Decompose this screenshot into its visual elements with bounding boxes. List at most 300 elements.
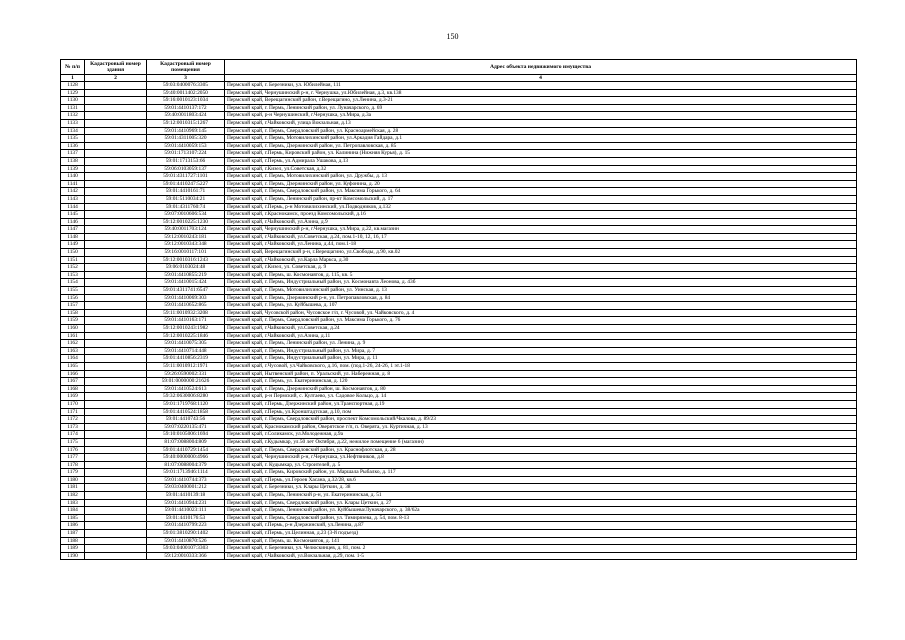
room-cadastral-number: 59:03:0400001:212 bbox=[147, 484, 225, 492]
building-cadastral-number bbox=[85, 400, 147, 408]
table-row bbox=[61, 362, 857, 370]
building-cadastral-number bbox=[85, 545, 147, 553]
building-cadastral-number bbox=[85, 150, 147, 158]
address: Пермский край, р-н Чернушинский, г.Чернушка, ул.Мира, д.3а bbox=[225, 112, 857, 120]
building-cadastral-number bbox=[85, 249, 147, 257]
building-cadastral-number bbox=[85, 233, 147, 241]
building-cadastral-number bbox=[85, 514, 147, 522]
address: Пермский край, г. Пермь, Свердловский район, ул. Тимирязева, д. 54, пом. 8-13 bbox=[225, 514, 857, 522]
building-cadastral-number bbox=[85, 112, 147, 120]
table-row bbox=[61, 537, 857, 545]
address: Пермский край, г.Чайковский, ул.Ленина, д.44, пом.1-18 bbox=[225, 241, 857, 249]
row-index: 1156 bbox=[61, 294, 85, 302]
address: Пермский край, г.Чайковский, ул.Азина, д.9 bbox=[225, 218, 857, 226]
address: Пермский край, Верещагинский район, г.Верещагино, ул.Ленина, д.3-21 bbox=[225, 97, 857, 105]
table-row bbox=[61, 135, 857, 143]
address: Пермский край, г.Пермь, р-н Мотовилихинский, ул.Подводников, д.132 bbox=[225, 203, 857, 211]
address: Пермский край, г. Пермь, ш. Космонавтов, д. 141 bbox=[225, 537, 857, 545]
building-cadastral-number bbox=[85, 416, 147, 424]
address: Пермский край, г. Пермь, Свердловский район, ул. Краснофлотская, д. 28 bbox=[225, 446, 857, 454]
address: Пермский край, г.Чайковский, ул.Вокзальная, д.29, пом. 1-5 bbox=[225, 552, 857, 560]
table-row bbox=[61, 157, 857, 165]
table-row bbox=[61, 112, 857, 120]
table-row bbox=[61, 545, 857, 553]
room-cadastral-number: 59:12:0010333:366 bbox=[147, 552, 225, 560]
header-index: № п/п bbox=[61, 60, 85, 75]
address: Пермский край, г. Пермь, Ленинский район, ул. Луначарского, д. 69 bbox=[225, 104, 857, 112]
column-number: 2 bbox=[85, 75, 147, 82]
table-row bbox=[61, 370, 857, 378]
row-index: 1147 bbox=[61, 226, 85, 234]
building-cadastral-number bbox=[85, 484, 147, 492]
address: Пермский край, г. Пермь, ул. Куйбышева, д. 107 bbox=[225, 302, 857, 310]
address: Пермский край, г.Краснокамск, проезд Комсомольский, д.16 bbox=[225, 211, 857, 219]
header-building-cadastral: Кадастровый номер здания bbox=[85, 60, 147, 75]
row-index: 1183 bbox=[61, 499, 85, 507]
address: Пермский край, г.Чайковский, ул.Карла Маркса, д.30 bbox=[225, 256, 857, 264]
row-index: 1176 bbox=[61, 446, 85, 454]
room-cadastral-number: 59:01:4410015:424 bbox=[147, 279, 225, 287]
column-numbers-row bbox=[61, 75, 857, 82]
room-cadastral-number: 59:01:4410652:865 bbox=[147, 302, 225, 310]
row-index: 1150 bbox=[61, 249, 85, 257]
room-cadastral-number: 59:12:0010316:1243 bbox=[147, 256, 225, 264]
table-row bbox=[61, 287, 857, 295]
table-row bbox=[61, 233, 857, 241]
room-cadastral-number: 59:40:0011402:2050 bbox=[147, 89, 225, 97]
room-cadastral-number: 59:01:4311741:6547 bbox=[147, 287, 225, 295]
table-row bbox=[61, 476, 857, 484]
address: Пермский край, г. Пермь, ул. Екатерининская, д. 120 bbox=[225, 378, 857, 386]
building-cadastral-number bbox=[85, 340, 147, 348]
row-index: 1162 bbox=[61, 340, 85, 348]
table-row bbox=[61, 82, 857, 90]
row-index: 1169 bbox=[61, 393, 85, 401]
column-number: 4 bbox=[225, 75, 857, 82]
address: Пермский край, Чусовской район, Чусовское г/п, г. Чусовой, ул. Чайковского, д. 4 bbox=[225, 309, 857, 317]
room-cadastral-number: 59:12:0010343:348 bbox=[147, 241, 225, 249]
room-cadastral-number: 59:01:1713107:224 bbox=[147, 150, 225, 158]
row-index: 1151 bbox=[61, 256, 85, 264]
room-cadastral-number: 59:01:3810290:1402 bbox=[147, 530, 225, 538]
row-index: 1129 bbox=[61, 89, 85, 97]
table-row bbox=[61, 119, 857, 127]
building-cadastral-number bbox=[85, 385, 147, 393]
room-cadastral-number: 59:03:0400107:3303 bbox=[147, 545, 225, 553]
row-index: 1185 bbox=[61, 514, 85, 522]
building-cadastral-number bbox=[85, 522, 147, 530]
address: Пермский край, р-н Пермский, с. Култаево, ул. Садовое Кольцо, д. 14 bbox=[225, 393, 857, 401]
room-cadastral-number: 59:26:0590002:331 bbox=[147, 370, 225, 378]
row-index: 1168 bbox=[61, 385, 85, 393]
address: Пермский край, г.Чайковский, улица Вокзальная, д.13 bbox=[225, 119, 857, 127]
property-registry-table bbox=[60, 59, 857, 560]
row-index: 1189 bbox=[61, 545, 85, 553]
building-cadastral-number bbox=[85, 241, 147, 249]
room-cadastral-number: 59:01:4410161:71 bbox=[147, 188, 225, 196]
address: Пермский край, г.Пермь, Дзержинский район, ул.Транспортная, д.19 bbox=[225, 400, 857, 408]
table-row bbox=[61, 530, 857, 538]
address: Пермский край, г. Пермь, ш. Космонавтов, д. 115, кв. 5 bbox=[225, 271, 857, 279]
row-index: 1139 bbox=[61, 165, 85, 173]
building-cadastral-number bbox=[85, 104, 147, 112]
table-row bbox=[61, 142, 857, 150]
table-row bbox=[61, 165, 857, 173]
building-cadastral-number bbox=[85, 211, 147, 219]
building-cadastral-number bbox=[85, 362, 147, 370]
room-cadastral-number: 59:06:0103059:137 bbox=[147, 165, 225, 173]
table-row bbox=[61, 180, 857, 188]
address: Пермский край, г. Пермь, Свердловский район, ул. Красноармейская, д. 28 bbox=[225, 127, 857, 135]
row-index: 1154 bbox=[61, 279, 85, 287]
building-cadastral-number bbox=[85, 157, 147, 165]
room-cadastral-number: 59:40:0011703:124 bbox=[147, 226, 225, 234]
row-index: 1146 bbox=[61, 218, 85, 226]
row-index: 1161 bbox=[61, 332, 85, 340]
row-index: 1140 bbox=[61, 173, 85, 181]
address: Пермский край, г. Пермь, Мотовилихинский район, ул. Дружбы, д. 13 bbox=[225, 173, 857, 181]
address: Пермский край, г. Пермь, Свердловский район, ул. Клары Цеткин, д. 27 bbox=[225, 499, 857, 507]
table-row bbox=[61, 347, 857, 355]
building-cadastral-number bbox=[85, 317, 147, 325]
row-index: 1179 bbox=[61, 469, 85, 477]
row-index: 1131 bbox=[61, 104, 85, 112]
room-cadastral-number: 59:01:4410729:1454 bbox=[147, 446, 225, 454]
table-row bbox=[61, 438, 857, 446]
table-row bbox=[61, 173, 857, 181]
address: Пермский край, г.Пермь, ул.Целинная, д.23 (3-й подъезд) bbox=[225, 530, 857, 538]
address: Пермский край, г.Пермь, ул.Героев Хасана, д.32/28, кв.6 bbox=[225, 476, 857, 484]
building-cadastral-number bbox=[85, 82, 147, 90]
building-cadastral-number bbox=[85, 302, 147, 310]
building-cadastral-number bbox=[85, 226, 147, 234]
table-row bbox=[61, 492, 857, 500]
address: Пермский край, г. Кудымкар, ул. Строителей, д. 5 bbox=[225, 461, 857, 469]
table-header-row bbox=[61, 60, 857, 75]
table-body bbox=[61, 82, 857, 560]
row-index: 1163 bbox=[61, 347, 85, 355]
building-cadastral-number bbox=[85, 294, 147, 302]
table-row bbox=[61, 264, 857, 272]
room-cadastral-number: 59:12:0010225:1230 bbox=[147, 218, 225, 226]
row-index: 1177 bbox=[61, 454, 85, 462]
building-cadastral-number bbox=[85, 97, 147, 105]
room-cadastral-number: 59:12:0010243:1982 bbox=[147, 325, 225, 333]
table-row bbox=[61, 378, 857, 386]
column-number: 3 bbox=[147, 75, 225, 82]
building-cadastral-number bbox=[85, 119, 147, 127]
room-cadastral-number: 59:03:0400076:3305 bbox=[147, 82, 225, 90]
room-cadastral-number: 59:01:4410163:171 bbox=[147, 317, 225, 325]
page-number: 150 bbox=[446, 32, 459, 41]
row-index: 1145 bbox=[61, 211, 85, 219]
address: Пермский край, г.Кудымкар, ул.50 лет Октября, д.22, нежилое помещение 6 (магазин) bbox=[225, 438, 857, 446]
building-cadastral-number bbox=[85, 218, 147, 226]
table-row bbox=[61, 294, 857, 302]
room-cadastral-number: 59:01:1713153:66 bbox=[147, 157, 225, 165]
room-cadastral-number: 59:16:0010123:1034 bbox=[147, 97, 225, 105]
address: Пермский край, г.Пермь, ул.Кронштадтская, д.10, пом bbox=[225, 408, 857, 416]
address: Пермский край, Чернушинский р-н, г. Чернушка, ул.Юбилейная, д.3, кв.138 bbox=[225, 89, 857, 97]
room-cadastral-number: 59:16:0010117:101 bbox=[147, 249, 225, 257]
address: Пермский край, г. Пермь, Ленинский район, ул. Ленина, д. 9 bbox=[225, 340, 857, 348]
building-cadastral-number bbox=[85, 446, 147, 454]
table-row bbox=[61, 195, 857, 203]
building-cadastral-number bbox=[85, 469, 147, 477]
row-index: 1171 bbox=[61, 408, 85, 416]
room-cadastral-number: 59:01:4410855:219 bbox=[147, 271, 225, 279]
table-row bbox=[61, 127, 857, 135]
building-cadastral-number bbox=[85, 180, 147, 188]
table-row bbox=[61, 256, 857, 264]
row-index: 1188 bbox=[61, 537, 85, 545]
room-cadastral-number: 59:01:4410969:145 bbox=[147, 127, 225, 135]
row-index: 1175 bbox=[61, 438, 85, 446]
row-index: 1153 bbox=[61, 271, 85, 279]
table-row bbox=[61, 309, 857, 317]
room-cadastral-number: 59:01:4410944:231 bbox=[147, 499, 225, 507]
row-index: 1135 bbox=[61, 135, 85, 143]
table-row bbox=[61, 408, 857, 416]
address: Пермский край, г. Пермь, Ленинский р-н, ул. Екатерининская, д. 51 bbox=[225, 492, 857, 500]
room-cadastral-number: 59:10:0105006:1694 bbox=[147, 431, 225, 439]
table-row bbox=[61, 416, 857, 424]
address: Пермский край, г.Пермь, ул.Адмирала Ушакова, д.13 bbox=[225, 157, 857, 165]
building-cadastral-number bbox=[85, 332, 147, 340]
room-cadastral-number: 81:07:0088004:379 bbox=[147, 461, 225, 469]
row-index: 1155 bbox=[61, 287, 85, 295]
building-cadastral-number bbox=[85, 135, 147, 143]
room-cadastral-number: 59:01:4410714:448 bbox=[147, 347, 225, 355]
address: Пермский край, г. Пермь, Дзержинский район, ш. Космонавтов, д. 80 bbox=[225, 385, 857, 393]
row-index: 1167 bbox=[61, 378, 85, 386]
room-cadastral-number: 59:01:4410870:526 bbox=[147, 537, 225, 545]
table-row bbox=[61, 104, 857, 112]
building-cadastral-number bbox=[85, 393, 147, 401]
building-cadastral-number bbox=[85, 287, 147, 295]
room-cadastral-number: 59:01:0000000:21626 bbox=[147, 378, 225, 386]
address: Пермский край, Нытвенский район, п. Уральский, ул. Набережная, д. 8 bbox=[225, 370, 857, 378]
address: Пермский край, г. Пермь, Дзержинский район, ул. Куфонина, д. 20 bbox=[225, 180, 857, 188]
row-index: 1164 bbox=[61, 355, 85, 363]
room-cadastral-number: 59:01:4410524:613 bbox=[147, 385, 225, 393]
room-cadastral-number: 59:01:4410799:223 bbox=[147, 522, 225, 530]
row-index: 1157 bbox=[61, 302, 85, 310]
building-cadastral-number bbox=[85, 431, 147, 439]
address: Пермский край, г.Пермь, Кировский район, ул. Калинина (Нижняя Курья), д. 15 bbox=[225, 150, 857, 158]
building-cadastral-number bbox=[85, 438, 147, 446]
address: Пермский край, г. Пермь, Свердловский район, проспект Комсомольский/Чкалова, д. 89/23 bbox=[225, 416, 857, 424]
building-cadastral-number bbox=[85, 423, 147, 431]
address: Пермский край, г.Кизел, ул. Советская, д. 9 bbox=[225, 264, 857, 272]
room-cadastral-number: 59:01:4410247:5227 bbox=[147, 180, 225, 188]
room-cadastral-number: 59:07:0220135:471 bbox=[147, 423, 225, 431]
table-row bbox=[61, 211, 857, 219]
address: Пермский край, г. Пермь, Индустриальный район, ул. Космонавта Леонова, д. 43б bbox=[225, 279, 857, 287]
table-row bbox=[61, 454, 857, 462]
room-cadastral-number: 59:01:4410743:56 bbox=[147, 416, 225, 424]
row-index: 1142 bbox=[61, 188, 85, 196]
building-cadastral-number bbox=[85, 454, 147, 462]
address: Пермский край, г. Пермь, Индустриальный район, ул. Мира, д. 7 bbox=[225, 347, 857, 355]
address: Пермский край, г.Кизел, ул.Советская, д.32 bbox=[225, 165, 857, 173]
row-index: 1186 bbox=[61, 522, 85, 530]
address: Пермский край, г. Березники, ул. Челюскинцев, д. 81, пом. 2 bbox=[225, 545, 857, 553]
address: Пермский край, г. Пермь, Ленинский район, ул. Куйбышева/Луначарского, д. 38/62а bbox=[225, 507, 857, 515]
row-index: 1182 bbox=[61, 492, 85, 500]
room-cadastral-number: 59:01:4410744:373 bbox=[147, 476, 225, 484]
room-cadastral-number: 59:11:0010912:1971 bbox=[147, 362, 225, 370]
table-row bbox=[61, 400, 857, 408]
room-cadastral-number: 59:01:4410059:153 bbox=[147, 142, 225, 150]
table-row bbox=[61, 271, 857, 279]
address: Пермский край, г. Пермь, Свердловский район, ул. Максима Горького, д. 76 bbox=[225, 317, 857, 325]
building-cadastral-number bbox=[85, 530, 147, 538]
table-row bbox=[61, 188, 857, 196]
table-row bbox=[61, 461, 857, 469]
row-index: 1190 bbox=[61, 552, 85, 560]
table-row bbox=[61, 484, 857, 492]
room-cadastral-number: 59:07:0010606:534 bbox=[147, 211, 225, 219]
table-row bbox=[61, 393, 857, 401]
address: Пермский край, г. Пермь, Дзержинский район, ул. Петропавловская, д. 85 bbox=[225, 142, 857, 150]
table-row bbox=[61, 203, 857, 211]
table-row bbox=[61, 279, 857, 287]
table-row bbox=[61, 522, 857, 530]
row-index: 1184 bbox=[61, 507, 85, 515]
row-index: 1166 bbox=[61, 370, 85, 378]
room-cadastral-number: 59:01:4410137:172 bbox=[147, 104, 225, 112]
address: Пермский край, г. Пермь, Свердловский район, ул. Максима Горького, д. 64 bbox=[225, 188, 857, 196]
row-index: 1180 bbox=[61, 476, 85, 484]
table-row bbox=[61, 89, 857, 97]
address: Пермский край, Краснокамский район, Оверятское г/п, п. Оверята, ул. Куртичная, д. 13 bbox=[225, 423, 857, 431]
row-index: 1134 bbox=[61, 127, 85, 135]
row-index: 1141 bbox=[61, 180, 85, 188]
room-cadastral-number: 59:01:4311727:1101 bbox=[147, 173, 225, 181]
column-number: 1 bbox=[61, 75, 85, 82]
address: Пермский край, г.Соликамск, ул.Молодежная, д.9а bbox=[225, 431, 857, 439]
row-index: 1148 bbox=[61, 233, 85, 241]
building-cadastral-number bbox=[85, 256, 147, 264]
building-cadastral-number bbox=[85, 552, 147, 560]
room-cadastral-number: 59:01:5110034:21 bbox=[147, 195, 225, 203]
address: Пермский край, г. Пермь, Мотовилихинский район, ул. Уинская, д. 13 bbox=[225, 287, 857, 295]
row-index: 1136 bbox=[61, 142, 85, 150]
address: Пермский край, г. Березники, ул. Юбилейная, 111 bbox=[225, 82, 857, 90]
table-row bbox=[61, 325, 857, 333]
row-index: 1130 bbox=[61, 97, 85, 105]
table-row bbox=[61, 249, 857, 257]
table-row bbox=[61, 317, 857, 325]
table-row bbox=[61, 446, 857, 454]
building-cadastral-number bbox=[85, 537, 147, 545]
building-cadastral-number bbox=[85, 347, 147, 355]
address: Пермский край, г. Пермь, Мотовилихинский район, ул.Аркадия Гайдара, д.1 bbox=[225, 135, 857, 143]
table-row bbox=[61, 431, 857, 439]
room-cadastral-number: 59:01:4410023:111 bbox=[147, 507, 225, 515]
address: Пермский край, г. Пермь, Кировский район, ул. Маршала Рыбалко, д. 117 bbox=[225, 469, 857, 477]
table-row bbox=[61, 499, 857, 507]
table-row bbox=[61, 226, 857, 234]
building-cadastral-number bbox=[85, 165, 147, 173]
table-row bbox=[61, 514, 857, 522]
building-cadastral-number bbox=[85, 499, 147, 507]
row-index: 1144 bbox=[61, 203, 85, 211]
address: Пермский край, г. Пермь, Индустриальный район, ул. Мира, д. 11 bbox=[225, 355, 857, 363]
building-cadastral-number bbox=[85, 279, 147, 287]
building-cadastral-number bbox=[85, 325, 147, 333]
row-index: 1152 bbox=[61, 264, 85, 272]
building-cadastral-number bbox=[85, 370, 147, 378]
row-index: 1143 bbox=[61, 195, 85, 203]
row-index: 1165 bbox=[61, 362, 85, 370]
row-index: 1172 bbox=[61, 416, 85, 424]
room-cadastral-number: 59:40:0011803:424 bbox=[147, 112, 225, 120]
table-row bbox=[61, 507, 857, 515]
address: Пермский край, Чернушинский р-н, г.Чернушка, ул.Мира, д.22, кв.магазин bbox=[225, 226, 857, 234]
room-cadastral-number: 59:12:0010225:1846 bbox=[147, 332, 225, 340]
address: Пермский край, г.Чусовой, ул.Чайковского, д.16, пом. (под.1-26, 24-26, 1 эт.1-18 bbox=[225, 362, 857, 370]
building-cadastral-number bbox=[85, 188, 147, 196]
building-cadastral-number bbox=[85, 355, 147, 363]
address: Пермский край, Чернушинский р-н, г.Чернушка, ул.Нефтяников, д.8 bbox=[225, 454, 857, 462]
table-row bbox=[61, 218, 857, 226]
address: Пермский край, г. Пермь, Дзержинский р-н, ул. Петропавловская, д. 84 bbox=[225, 294, 857, 302]
table-row bbox=[61, 340, 857, 348]
table-row bbox=[61, 97, 857, 105]
building-cadastral-number bbox=[85, 271, 147, 279]
header-room-cadastral: Кадастровый номер помещения bbox=[147, 60, 225, 75]
room-cadastral-number: 59:11:0010932:3208 bbox=[147, 309, 225, 317]
table-row bbox=[61, 355, 857, 363]
room-cadastral-number: 59:32:0630006:8280 bbox=[147, 393, 225, 401]
room-cadastral-number: 59:01:1719768:1120 bbox=[147, 400, 225, 408]
row-index: 1133 bbox=[61, 119, 85, 127]
building-cadastral-number bbox=[85, 203, 147, 211]
table-row bbox=[61, 241, 857, 249]
address: Пермский край, г.Пермь, р-н Дзержинский, ул.Ленина, д.87 bbox=[225, 522, 857, 530]
room-cadastral-number: 59:12:0010315:1267 bbox=[147, 119, 225, 127]
row-index: 1178 bbox=[61, 461, 85, 469]
building-cadastral-number bbox=[85, 142, 147, 150]
building-cadastral-number bbox=[85, 127, 147, 135]
table-row bbox=[61, 423, 857, 431]
building-cadastral-number bbox=[85, 195, 147, 203]
room-cadastral-number: 59:01:4410139:18 bbox=[147, 492, 225, 500]
room-cadastral-number: 59:01:4410176:53 bbox=[147, 514, 225, 522]
address: Пермский край, Верещагинский р-н, г.Верещагино, ул.Свободы, д.90, кв.02 bbox=[225, 249, 857, 257]
table-row bbox=[61, 150, 857, 158]
room-cadastral-number: 59:06:0103024:48 bbox=[147, 264, 225, 272]
room-cadastral-number: 59:01:1713946:1114 bbox=[147, 469, 225, 477]
building-cadastral-number bbox=[85, 461, 147, 469]
building-cadastral-number bbox=[85, 492, 147, 500]
building-cadastral-number bbox=[85, 173, 147, 181]
row-index: 1160 bbox=[61, 325, 85, 333]
room-cadastral-number: 81:07:0088004:809 bbox=[147, 438, 225, 446]
address: Пермский край, г. Пермь, Ленинский район, пр-кт Комсомольский, д. 17 bbox=[225, 195, 857, 203]
address: Пермский край, г. Березники, ул. Клары Цеткин, д. 38 bbox=[225, 484, 857, 492]
room-cadastral-number: 59:01:4410524:1858 bbox=[147, 408, 225, 416]
address: Пермский край, г.Чайковский, ул.Советская, д.24, пом.1-10, 12, 16, 17 bbox=[225, 233, 857, 241]
room-cadastral-number: 59:01:4410069:303 bbox=[147, 294, 225, 302]
room-cadastral-number: 59:01:4410856:2319 bbox=[147, 355, 225, 363]
building-cadastral-number bbox=[85, 89, 147, 97]
row-index: 1137 bbox=[61, 150, 85, 158]
row-index: 1159 bbox=[61, 317, 85, 325]
building-cadastral-number bbox=[85, 309, 147, 317]
